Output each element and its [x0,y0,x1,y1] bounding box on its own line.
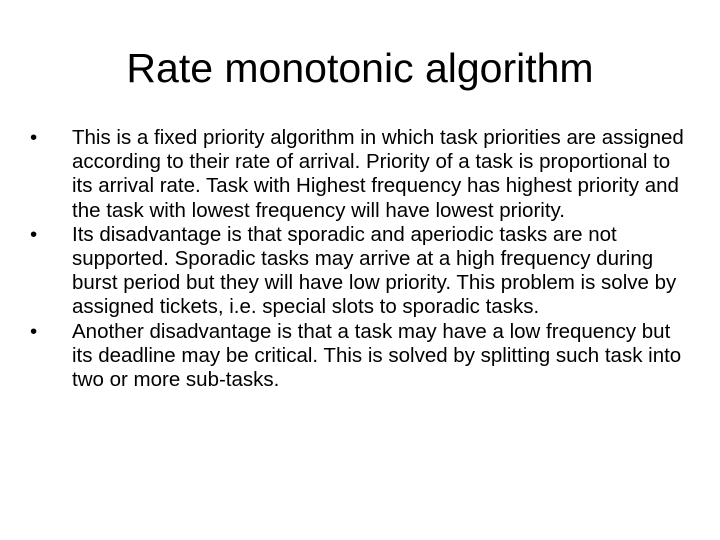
bullet-text: This is a fixed priority algorithm in which task priorities are assigned according to their rate of arrival. Priority of a task is proportional to its arrival rate. Task with Highest frequency has highest priority and the task with lowest frequency will have lowest priority. [72,126,684,222]
bullet-item [30,126,692,223]
bullet-dot-icon: • [30,319,38,343]
bullet-item [30,320,692,393]
slide-title: Rate monotonic algorithm [126,45,594,91]
bullet-text: Its disadvantage is that sporadic and aperiodic tasks are not supported. Sporadic tasks may arrive at a high frequency during burst period but they will have low priority. This problem is solve by assigned tickets, i.e. special slots to sporadic tasks. [72,222,677,319]
bullet-dot-icon: • [30,222,38,246]
bullet-list [30,126,692,392]
bullet-dot-icon: • [30,126,38,149]
bullet-text: Another disadvantage is that a task may have a low frequency but its deadline may be critical. This is solved by splitting such task into two or more sub-tasks. [72,319,682,392]
bullet-item [30,223,692,320]
